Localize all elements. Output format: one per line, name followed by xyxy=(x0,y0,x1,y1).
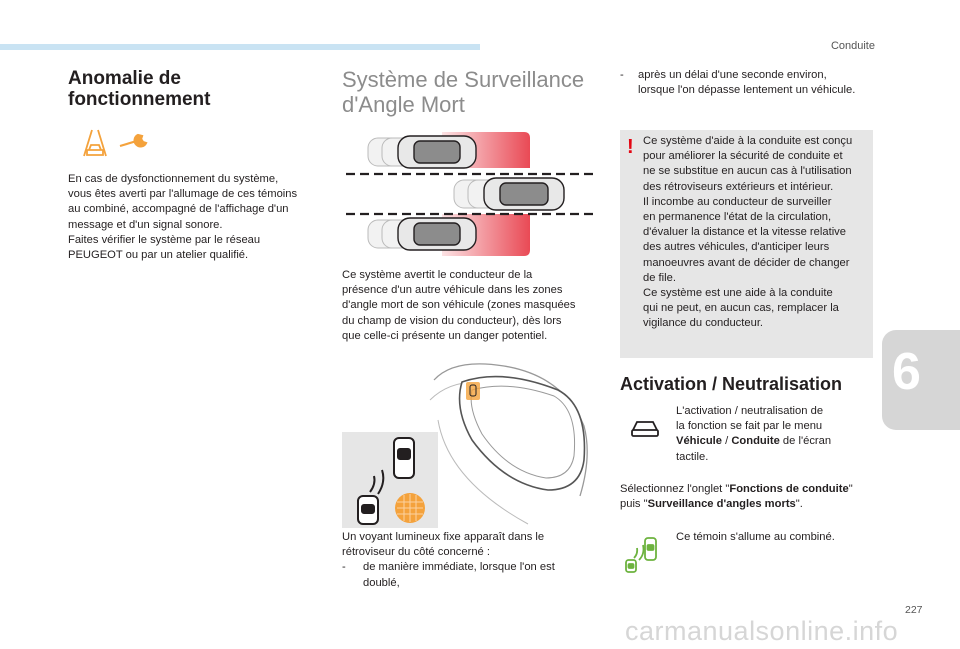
list-item: - après un délai d'une seconde environ, lorsque l'on dépasse lentement un véhicule. xyxy=(620,69,856,97)
select-tab-paragraph: Sélectionnez l'onglet "Fonctions de conduite" puis "Surveillance d'angles morts". xyxy=(620,483,853,511)
car-middle xyxy=(484,178,564,210)
top-accent-bar xyxy=(0,44,480,50)
warning-lamps-icon xyxy=(70,124,170,164)
anomalie-paragraph: En cas de dysfonctionnement du système, vous êtes averti par l'allumage de ces témoins au combiné, accompagné de l'affichage d'un message et d'un signal sonore. Faites vérifier le système par le réseau PEUGEOT ou par un atelier qualifié. xyxy=(68,173,298,262)
section-label: Conduite xyxy=(830,40,875,52)
menu-vehicule: Véhicule xyxy=(676,435,723,448)
watermark: carmanualsonline.info xyxy=(625,616,899,646)
lamp-paragraph: Ce témoin s'allume au combiné. xyxy=(676,531,835,543)
section-title-anomalie: Anomalie de fonctionnement xyxy=(68,68,211,110)
warning-paragraph: Ce système d'aide à la conduite est conçu pour améliorer la sécurité de conduite et ne se substitue en aucun cas à l'utilisation des rétroviseurs extérieurs et intérieur. Il incombe au conducteur de surveiller en permanence l'état de la circulation, d'évaluer la distance et la vitesse relative des autres véhicules, d'anticiper leurs manoeuvres avant de décider de changer de file. Ce système est une aide à la conduite qui ne peut, en aucun cas, remplacer la vigilance du conducteur. xyxy=(643,135,853,330)
car-bottom xyxy=(398,218,476,250)
list-item: - de manière immédiate, lorsque l'on est doublé, xyxy=(342,561,555,589)
blind-spot-lamp-icon xyxy=(622,536,662,574)
section-title-surveillance: Système de Surveillance d'Angle Mort xyxy=(342,67,585,117)
section-title-activation: Activation / Neutralisation xyxy=(620,374,843,394)
blind-spot-fault-icon xyxy=(84,130,106,156)
blind-spot-diagram xyxy=(342,128,600,260)
warning-mark: ! xyxy=(627,136,634,158)
vehicle-menu-icon xyxy=(630,416,660,440)
chapter-number: 6 xyxy=(892,343,921,401)
mirror-paragraph: Un voyant lumineux fixe apparaît dans le rétroviseur du côté concerné : - de manière immédiate, lorsque l'on est doublé, xyxy=(342,530,604,591)
menu-conduite: Conduite xyxy=(731,435,780,448)
wrench-icon xyxy=(120,135,146,146)
mirror-lamp-inset xyxy=(342,432,438,528)
page-number: 227 xyxy=(905,604,923,616)
mirror-illustration xyxy=(428,360,598,528)
car-top xyxy=(398,136,476,168)
surveillance-paragraph: Ce système avertit le conducteur de la présence d'un autre véhicule dans les zones d'angle mort de son véhicule (zones masquées du champ de vision du conducteur), dès lors que celle-ci présente un danger potentiel. xyxy=(342,269,576,342)
activation-paragraph: L'activation / neutralisation de la fonction se fait par le menu Véhicule / Conduite de l'écran tactile. xyxy=(676,405,832,463)
